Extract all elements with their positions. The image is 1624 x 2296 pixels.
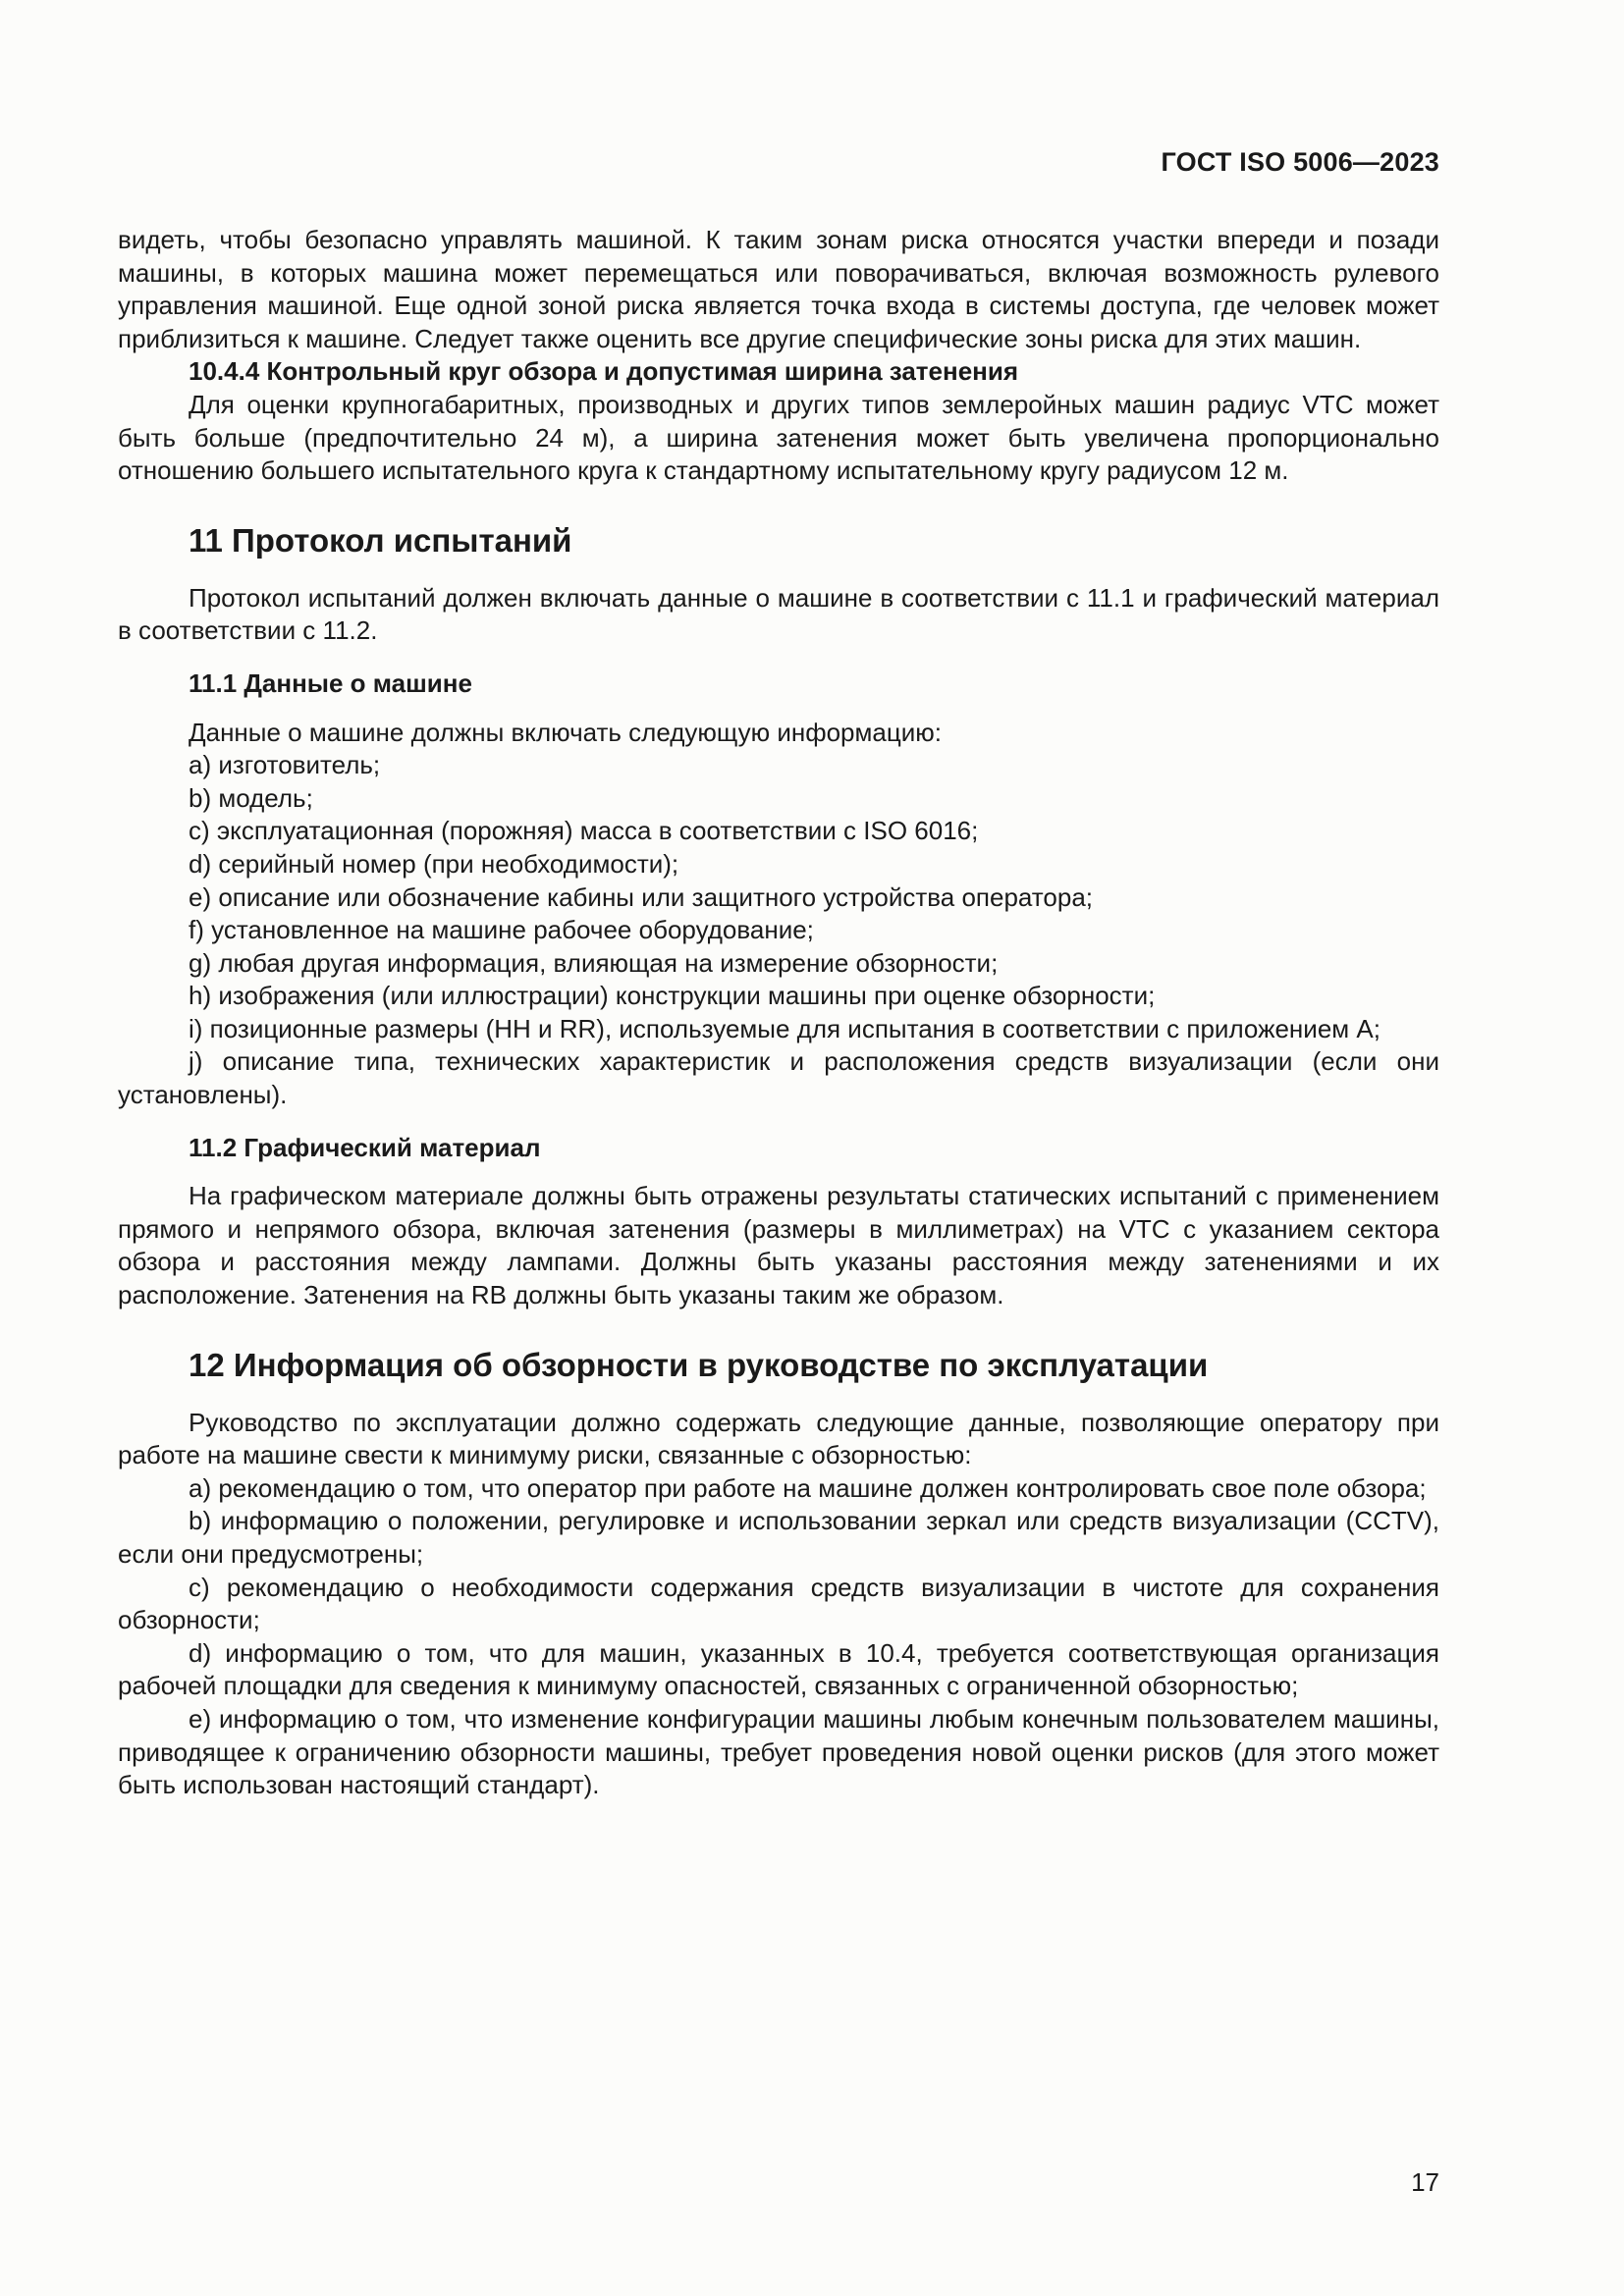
- clause-10-4-4-text: Для оценки крупногабаритных, производных и других типов землеройных машин радиус VTC может быть больше (предпочтительно 24 м), а ширина затенения может быть увеличена пропорционально отношению большего испытательного круга к стандартному испытательному кругу радиусом 12 м.: [118, 389, 1439, 486]
- page-content: [118, 224, 1439, 1802]
- section-12-intro: Руководство по эксплуатации должно содержать следующие данные, позволяющие оператору при работе на машине свести к минимуму риски, связанные с обзорностью:: [118, 1407, 1439, 1470]
- list-item: е) описание или обозначение кабины или защитного устройства оператора;: [189, 881, 1094, 912]
- list-item: d) серийный номер (при необходимости);: [189, 848, 679, 879]
- section-11-heading: 11 Протокол испытаний: [189, 521, 572, 559]
- list-item: i) позиционные размеры (НН и RR), используемые для испытания в соответствии с приложением А;: [189, 1013, 1380, 1043]
- page-number: 17: [1411, 2167, 1439, 2197]
- intro-paragraph: видеть, чтобы безопасно управлять машиной. К таким зонам риска относятся участки впереди и позади машины, в которых машина может перемещаться или поворачиваться, включая возможность рулевого управления машиной. Еще одной зоной риска является точка входа в системы доступа, где человек может приблизиться к машине. Следует также оценить все другие специфические зоны риска для этих машин.: [118, 225, 1439, 353]
- clause-11-2-title: 11.2 Графический материал: [189, 1132, 541, 1162]
- manual-info-list: [118, 1472, 1439, 1802]
- clause-11-1-title: 11.1 Данные о машине: [189, 667, 472, 698]
- list-item: с) эксплуатационная (порожняя) масса в соответствии с ISO 6016;: [189, 816, 979, 846]
- list-item: d) информацию о том, что для машин, указанных в 10.4, требуется соответствующая организация рабочей площадки для сведения к минимуму опасностей, связанных с ограниченной обзорностью;: [118, 1637, 1439, 1701]
- clause-10-4-4-title: 10.4.4 Контрольный круг обзора и допустимая ширина затенения: [189, 356, 1019, 387]
- section-11-intro: Протокол испытаний должен включать данные о машине в соответствии с 11.1 и графический материал в соответствии с 11.2.: [118, 582, 1439, 646]
- list-item: а) изготовитель;: [189, 750, 381, 780]
- section-12-heading: 12 Информация об обзорности в руководстве по эксплуатации: [189, 1346, 1209, 1383]
- list-item: j) описание типа, технических характеристик и расположения средств визуализации (если они установлены).: [118, 1046, 1439, 1110]
- list-item: b) информацию о положении, регулировке и использовании зеркал или средств визуализации (CCTV), если они предусмотрены;: [118, 1506, 1439, 1569]
- list-item: g) любая другая информация, влияющая на измерение обзорности;: [189, 947, 999, 978]
- document-code-header: ГОСТ ISO 5006—2023: [1161, 147, 1439, 177]
- list-item: b) модель;: [189, 782, 313, 813]
- machine-data-list: [118, 749, 1439, 1112]
- list-item: с) рекомендацию о необходимости содержания средств визуализации в чистоте для сохранения обзорности;: [118, 1572, 1439, 1635]
- clause-11-2-text: На графическом материале должны быть отражены результаты статических испытаний с применением прямого и непрямого обзора, включая затенения (размеры в миллиметрах) на VTC с указанием сектора обзора и расстояния между лампами. Должны быть указаны расстояния между затенениями и их расположение. Затенения на RB должны быть указаны таким же образом.: [118, 1181, 1439, 1310]
- list-item: е) информацию о том, что изменение конфигурации машины любым конечным пользователем машины, приводящее к ограничению обзорности машины, требует проведения новой оценки рисков (для этого может быть использован настоящий стандарт).: [118, 1703, 1439, 1800]
- list-item: h) изображения (или иллюстрации) конструкции машины при оценке обзорности;: [189, 981, 1156, 1011]
- list-item: а) рекомендацию о том, что оператор при работе на машине должен контролировать свое поле обзора;: [189, 1472, 1427, 1503]
- list-item: f) установленное на машине рабочее оборудование;: [189, 915, 814, 945]
- clause-11-1-lead: Данные о машине должны включать следующую информацию:: [189, 717, 942, 747]
